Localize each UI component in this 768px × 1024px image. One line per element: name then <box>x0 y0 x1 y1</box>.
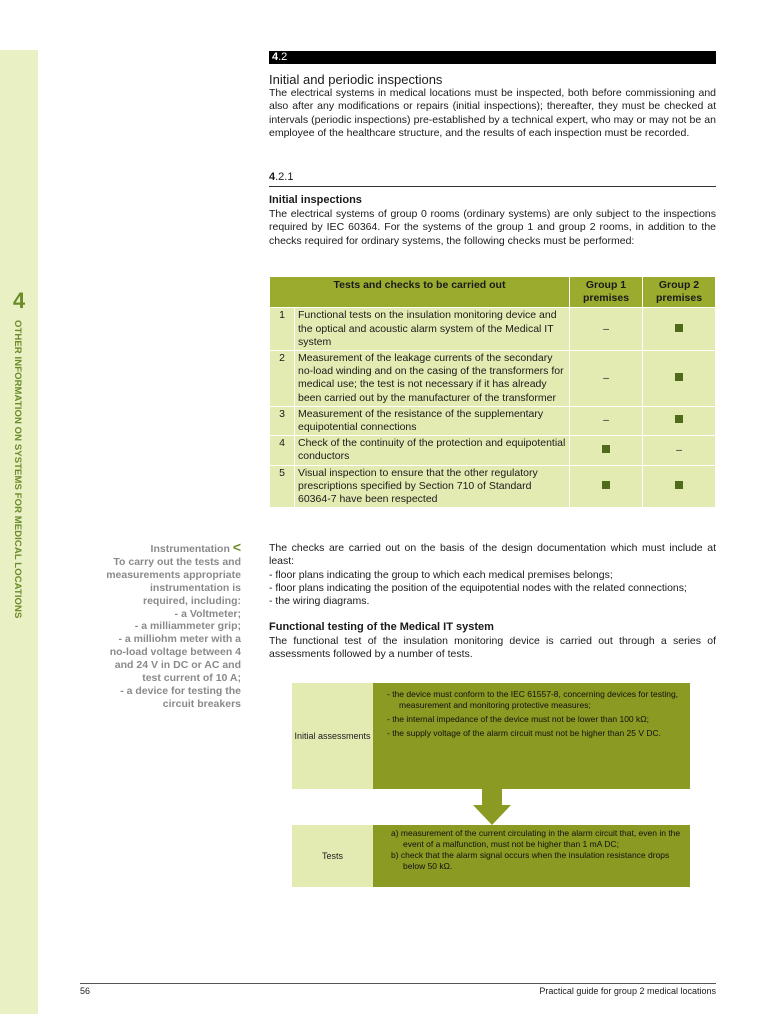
footer-title: Practical guide for group 2 medical locations <box>539 986 716 996</box>
table-row <box>270 406 716 435</box>
section-title: Initial and periodic inspections <box>269 72 443 87</box>
subsection-body: The electrical systems of group 0 rooms (ordinary systems) are only subject to the inspections required by IEC 60364. For the systems of the group 1 and group 2 rooms, in addition to the checks required for ordinary systems, the following checks must be performed: <box>269 208 716 247</box>
chapter-number: 4 <box>12 288 26 313</box>
subsection-title: Initial inspections <box>269 194 362 206</box>
tests-box <box>373 825 690 887</box>
square-icon <box>602 445 610 453</box>
table-row <box>270 351 716 407</box>
row-text: Functional tests on the insulation monitoring device and the optical and acoustic alarm system of the Medical IT system <box>295 308 570 351</box>
assessment-item: - the device must conform to the IEC 61557-8, concerning devices for testing, measurement and monitoring protective measures; <box>387 689 679 710</box>
square-icon <box>675 415 683 423</box>
note-line: test current of 10 A; <box>142 672 241 685</box>
header-group1: Group 1 premises <box>570 277 643 308</box>
instrumentation-note <box>72 541 241 711</box>
note-line: no-load voltage between 4 <box>109 646 241 659</box>
checks-item: - the wiring diagrams. <box>269 595 370 608</box>
initial-assessments-box <box>373 683 690 789</box>
note-line: - a milliammeter grip; <box>134 620 241 633</box>
row-number: 1 <box>270 308 295 351</box>
square-icon <box>602 481 610 489</box>
row-number: 5 <box>270 465 295 508</box>
row-text: Visual inspection to ensure that the other regulatory prescriptions specified by Section 710 of Standard 60364-7 have been respected <box>295 465 570 508</box>
row-text: Measurement of the leakage currents of the secondary no-load winding and on the casing of the transformers for medical use; the test is not necessary if it has already been carried out by the manufacturer of the transformer <box>295 351 570 407</box>
group1-mark <box>570 465 643 508</box>
checks-intro: The checks are carried out on the basis of the design documentation which must include at least: <box>269 542 716 568</box>
instrumentation-title: Instrumentation <box>150 543 230 555</box>
note-line: instrumentation is <box>149 581 241 594</box>
note-line: - a milliohm meter with a <box>118 633 241 646</box>
note-line: measurements appropriate <box>106 568 241 581</box>
section-number-bar: 4.2 <box>269 51 716 64</box>
test-item: a) measurement of the current circulating in the alarm circuit that, even in the event of a malfunction, must not be higher than 1 mA DC; <box>391 828 681 849</box>
tests-label: Tests <box>292 825 373 887</box>
page-number: 56 <box>80 986 91 996</box>
chevron-left-icon: < <box>232 539 241 555</box>
initial-assessments-label: Initial assessments <box>292 683 373 789</box>
note-line: - a Voltmeter; <box>174 607 241 620</box>
functional-title: Functional testing of the Medical IT system <box>269 621 494 633</box>
functional-body: The functional test of the insulation monitoring device is carried out through a series of assessments followed by a number of tests. <box>269 635 716 661</box>
note-line: To carry out the tests and <box>113 555 241 568</box>
table-row <box>270 308 716 351</box>
section-body: The electrical systems in medical locations must be inspected, both before commissioning and also after any modifications or repairs (initial inspections); thereafter, they must be checked at intervals (periodic inspections) pre-established by a technical expert, who may or may not be an employee of the healthcare structure, and the results of each inspection must be recorded. <box>269 87 716 139</box>
note-line: and 24 V in DC or AC and <box>114 659 241 672</box>
header-group2: Group 2 premises <box>643 277 716 308</box>
footer-rule <box>80 983 716 984</box>
group2-mark <box>643 351 716 407</box>
assessment-item: - the supply voltage of the alarm circuit must not be higher than 25 V DC. <box>387 728 662 738</box>
chapter-title: OTHER INFORMATION ON SYSTEMS FOR MEDICAL LOCATIONS <box>12 320 23 619</box>
subsection-rule <box>269 186 716 187</box>
row-text: Measurement of the resistance of the supplementary equipotential connections <box>295 406 570 435</box>
square-icon <box>675 373 683 381</box>
row-number: 3 <box>270 406 295 435</box>
square-icon <box>675 481 683 489</box>
checks-paragraph <box>269 542 716 608</box>
checks-item: - floor plans indicating the group to which each medical premises belongs; <box>269 568 613 581</box>
table-row <box>270 436 716 465</box>
group2-mark <box>643 406 716 435</box>
row-number: 2 <box>270 351 295 407</box>
square-icon <box>675 324 683 332</box>
header-tests: Tests and checks to be carried out <box>270 277 570 308</box>
note-line: required, including: <box>142 594 241 607</box>
assessment-item: - the internal impedance of the device must not be lower than 100 kΩ; <box>387 714 649 724</box>
group1-mark <box>570 436 643 465</box>
table-header-row <box>270 277 716 308</box>
note-line: - a device for testing the <box>120 684 241 697</box>
table-row <box>270 465 716 508</box>
group2-mark <box>643 465 716 508</box>
test-item: b) check that the alarm signal occurs when the insulation resistance drops below 50 kΩ. <box>391 850 670 871</box>
note-line: circuit breakers <box>162 697 241 710</box>
group1-mark: – <box>570 351 643 407</box>
subsection-number: 4.2.1 <box>269 171 294 183</box>
row-number: 4 <box>270 436 295 465</box>
group2-mark: – <box>643 436 716 465</box>
group1-mark: – <box>570 308 643 351</box>
row-text: Check of the continuity of the protection and equipotential conductors <box>295 436 570 465</box>
checks-item: - floor plans indicating the position of the equipotential nodes with the related connections; <box>269 581 687 594</box>
flow-arrow-down-icon <box>473 789 511 825</box>
tests-table <box>269 276 716 508</box>
group1-mark: – <box>570 406 643 435</box>
group2-mark <box>643 308 716 351</box>
